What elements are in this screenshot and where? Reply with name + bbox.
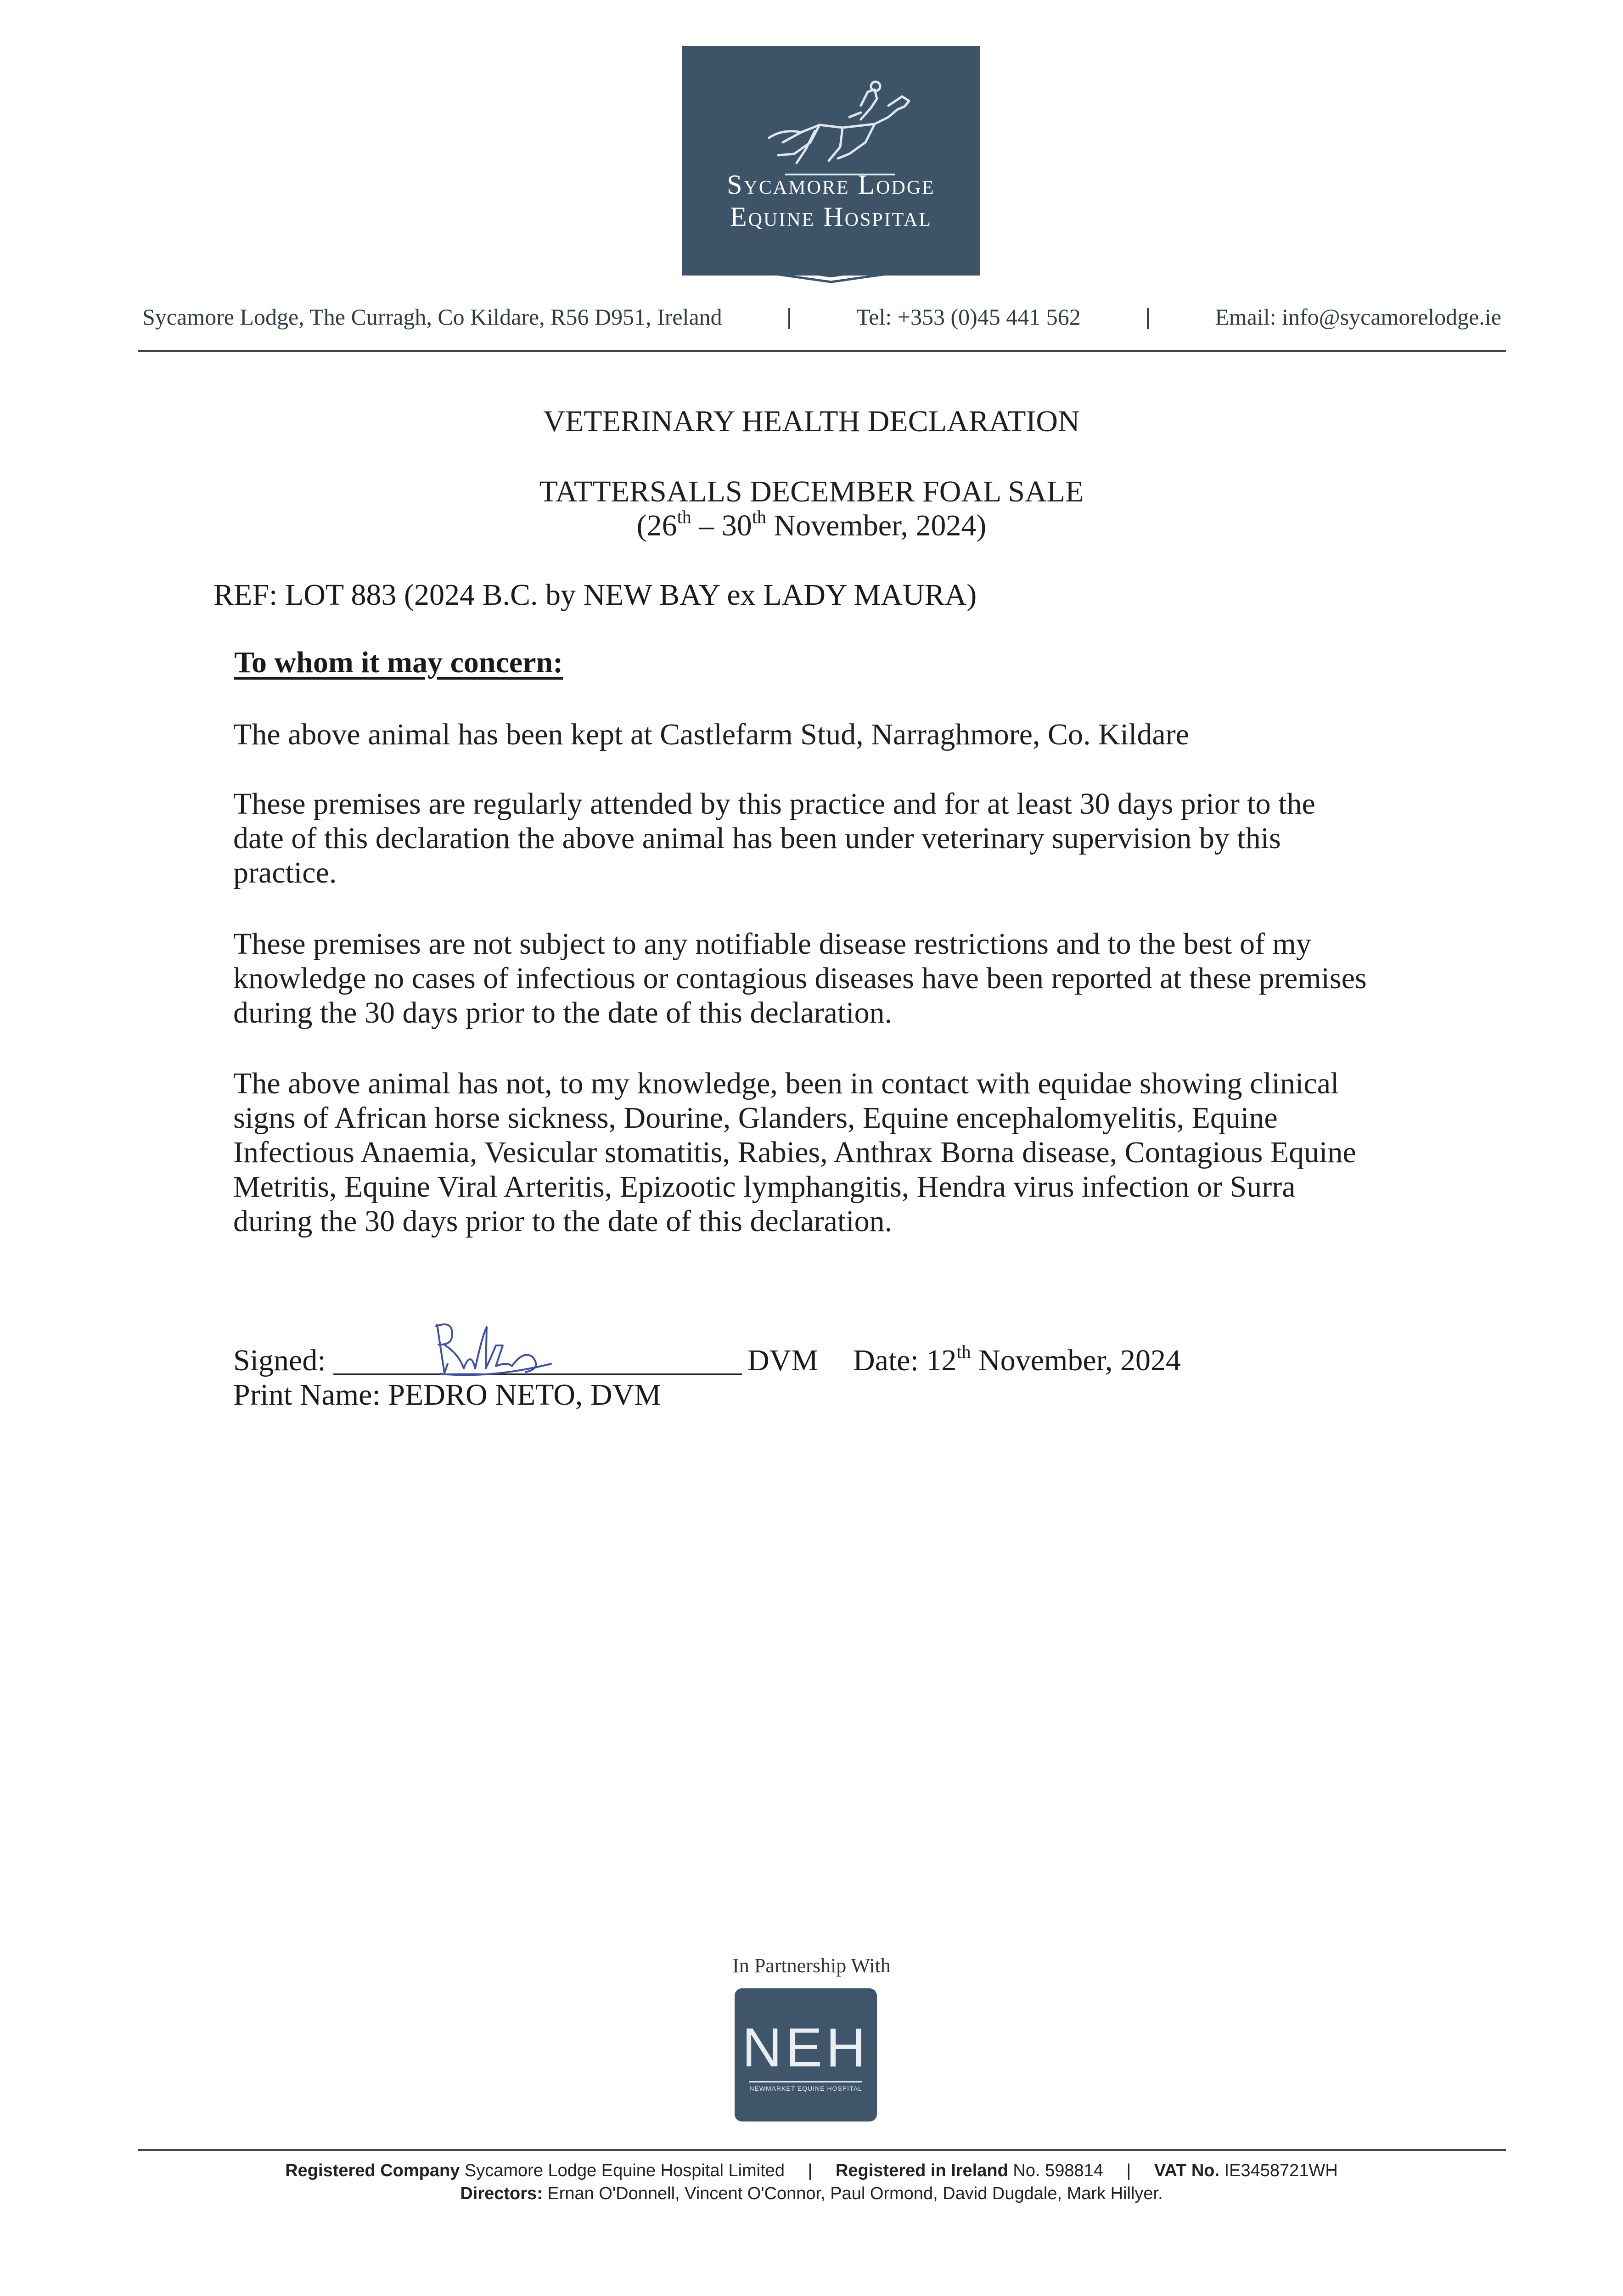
directors-value: Ernan O'Donnell, Vincent O'Connor, Paul Ormond, David Dugdale, Mark Hillyer. bbox=[547, 2184, 1163, 2203]
telephone: Tel: +353 (0)45 441 562 bbox=[856, 304, 1081, 330]
salutation: To whom it may concern: bbox=[234, 646, 563, 679]
sale-dates-open: (26 bbox=[636, 509, 677, 542]
handwritten-signature bbox=[427, 1318, 560, 1387]
paragraph-diseases bbox=[233, 1066, 1445, 1238]
date-prefix: Date: 12 bbox=[853, 1344, 957, 1377]
vat-value: IE3458721WH bbox=[1224, 2161, 1338, 2180]
signed-label: Signed: bbox=[233, 1344, 326, 1377]
dvm-label: DVM bbox=[747, 1344, 819, 1377]
paragraph-line: date of this declaration the above animal has been under veterinary supervision by this bbox=[233, 822, 1281, 855]
paragraph-line: These premises are regularly attended by this practice and for at least 30 days prior to the bbox=[233, 787, 1315, 821]
reg-ireland-label: Registered in Ireland bbox=[835, 2161, 1008, 2180]
header-divider bbox=[138, 350, 1506, 352]
paragraph-line: The above animal has not, to my knowledge, been in contact with equidae showing clinical bbox=[233, 1067, 1339, 1100]
directors-label: Directors: bbox=[460, 2184, 543, 2203]
reg-company-value: Sycamore Lodge Equine Hospital Limited bbox=[464, 2161, 785, 2180]
paragraph-line: during the 30 days prior to the date of this declaration. bbox=[233, 996, 893, 1030]
sale-dates-end-suffix: th bbox=[752, 506, 766, 527]
contact-separator: | bbox=[786, 304, 792, 329]
contact-separator: | bbox=[1145, 304, 1151, 329]
partnership-label: In Partnership With bbox=[732, 1954, 891, 1977]
logo-title-line1: Sycamore Lodge bbox=[727, 169, 935, 200]
declaration-date bbox=[853, 1343, 1181, 1378]
paragraph-line: These premises are not subject to any notifiable disease restrictions and to the best of my bbox=[233, 927, 1311, 961]
paragraph-premises bbox=[233, 717, 1445, 752]
vat-label: VAT No. bbox=[1154, 2161, 1220, 2180]
neh-logo bbox=[735, 1988, 877, 2122]
date-month-year: November, 2024 bbox=[971, 1344, 1181, 1377]
paragraph-line: signs of African horse sickness, Dourine, Glanders, Equine encephalomyelitis, Equine bbox=[233, 1101, 1278, 1135]
directors-line bbox=[0, 2184, 1623, 2204]
print-name: Print Name: PEDRO NETO, DVM bbox=[233, 1378, 661, 1412]
paragraph-line: knowledge no cases of infectious or contagious diseases have been reported at these premises bbox=[233, 962, 1367, 995]
document-title: VETERINARY HEALTH DECLARATION bbox=[543, 405, 1080, 438]
neh-logo-subtext: NEWMARKET EQUINE HOSPITAL bbox=[749, 2085, 862, 2092]
sale-dates-start-suffix: th bbox=[677, 506, 691, 527]
paragraph-line: practice. bbox=[233, 856, 337, 889]
sale-name: TATTERSALLS DECEMBER FOAL SALE bbox=[539, 475, 1084, 508]
paragraph-line: The above animal has been kept at Castlefarm Stud, Narraghmore, Co. Kildare bbox=[233, 718, 1189, 751]
neh-logo-text: NEH bbox=[742, 2017, 870, 2078]
paragraph-restrictions bbox=[233, 927, 1445, 1030]
logo-title-line2: Equine Hospital bbox=[730, 202, 932, 232]
date-suffix: th bbox=[956, 1341, 971, 1362]
contact-bar bbox=[142, 303, 1501, 331]
sale-dates-dash: – 30 bbox=[691, 509, 752, 542]
lot-reference: REF: LOT 883 (2024 B.C. by NEW BAY ex LADY MAURA) bbox=[213, 578, 977, 612]
logo-banner-point bbox=[682, 237, 980, 283]
footer-divider bbox=[138, 2149, 1506, 2151]
reg-ireland-value: No. 598814 bbox=[1013, 2161, 1103, 2180]
postal-address: Sycamore Lodge, The Curragh, Co Kildare, R56 D951, Ireland bbox=[142, 304, 722, 330]
sale-dates bbox=[0, 508, 1623, 543]
reg-company-label: Registered Company bbox=[285, 2161, 460, 2180]
footer-separator: | bbox=[1126, 2161, 1131, 2180]
email-address: Email: info@sycamorelodge.ie bbox=[1215, 304, 1501, 330]
registration-details bbox=[0, 2161, 1623, 2181]
sale-dates-close: November, 2024) bbox=[766, 509, 987, 542]
paragraph-supervision bbox=[233, 787, 1445, 890]
racehorse-icon bbox=[751, 73, 921, 184]
paragraph-line: Infectious Anaemia, Vesicular stomatitis, Rabies, Anthrax Borna disease, Contagious Equine bbox=[233, 1136, 1356, 1169]
paragraph-line: Metritis, Equine Viral Arteritis, Epizootic lymphangitis, Hendra virus infection or Surra bbox=[233, 1170, 1296, 1204]
neh-logo-rule bbox=[749, 2081, 862, 2082]
paragraph-line: during the 30 days prior to the date of this declaration. bbox=[233, 1204, 893, 1238]
footer-separator: | bbox=[808, 2161, 813, 2180]
